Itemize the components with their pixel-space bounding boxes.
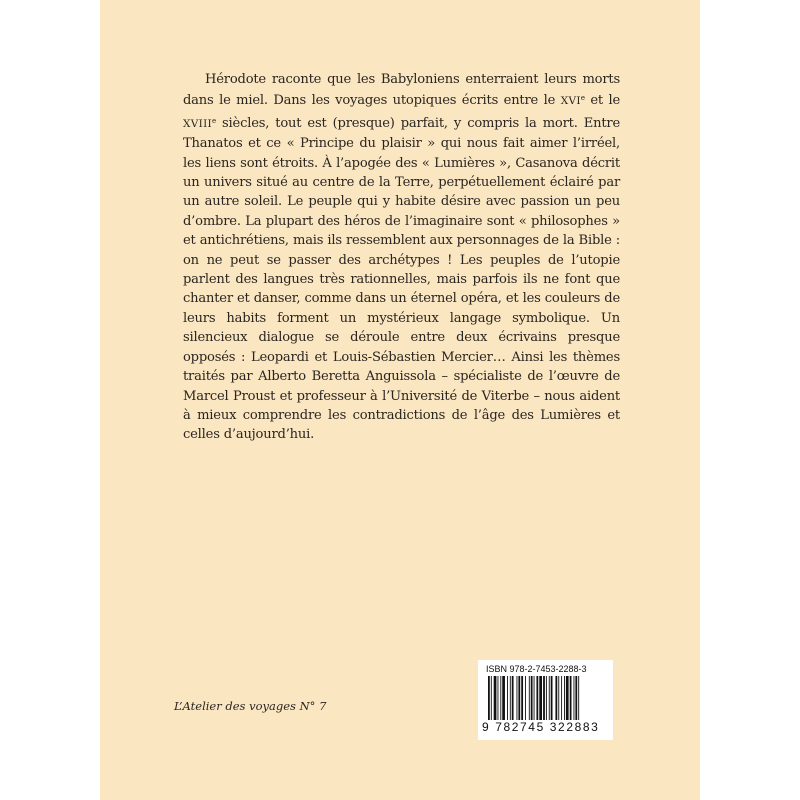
isbn-label: ISBN 978-2-7453-2288-3 bbox=[486, 664, 587, 674]
ean-digits: 9 782745 322883 bbox=[482, 720, 600, 734]
isbn-barcode bbox=[478, 660, 613, 740]
blurb-paragraph bbox=[183, 70, 620, 445]
series-name: L’Atelier des voyages N° 7 bbox=[174, 699, 327, 713]
century-18: XVIII bbox=[183, 117, 213, 130]
blurb-text-part3: siècles, tout est (presque) parfait, y compris la mort. Entre Thanatos et ce « Principe du plaisir » qui nous fait aimer l’irréel, les liens sont étroits. À l’apogée des « Lumières », Casanova décrit un univers situé au centre de la Terre, perpétuellement éclairé par un autre soleil. Le peuple qui y habite désire avec passion un peu d’ombre. La plupart des héros de l’imaginaire sont « philosophes » et antichrétiens, mais ils ressemblent aux personnages de la Bible : on ne peut se passer des archétypes ! Les peuples de l’utopie parlent des langues très rationnelles, mais parfois ils ne font que chanter et danser, comme dans un éternel opéra, et les couleurs de leurs habits forment un mystérieux langage symbolique. Un silencieux dialogue se déroule entre deux écrivains presque opposés : Leopardi et Louis-Sébastien Mercier… Ainsi les thèmes traités par Alberto Beretta Anguissola – spécialiste de l’œuvre de Marcel Proust et professeur à l’Université de Viterbe – nous aident à mieux comprendre les contradictions de l’âge des Lumières et celles d’aujourd’hui. bbox=[183, 115, 620, 443]
barcode-bars-icon bbox=[488, 676, 602, 722]
century-16-superscript: e bbox=[580, 94, 585, 103]
blurb-text-part1: Hérodote raconte que les Babyloniens enterraient leurs morts dans le miel. Dans les voyages utopiques écrits entre le bbox=[183, 72, 620, 109]
century-18-superscript: e bbox=[212, 116, 216, 125]
century-16: XVI bbox=[560, 95, 581, 108]
book-back-cover bbox=[100, 0, 700, 800]
blurb-text-part2: et le bbox=[584, 93, 620, 109]
